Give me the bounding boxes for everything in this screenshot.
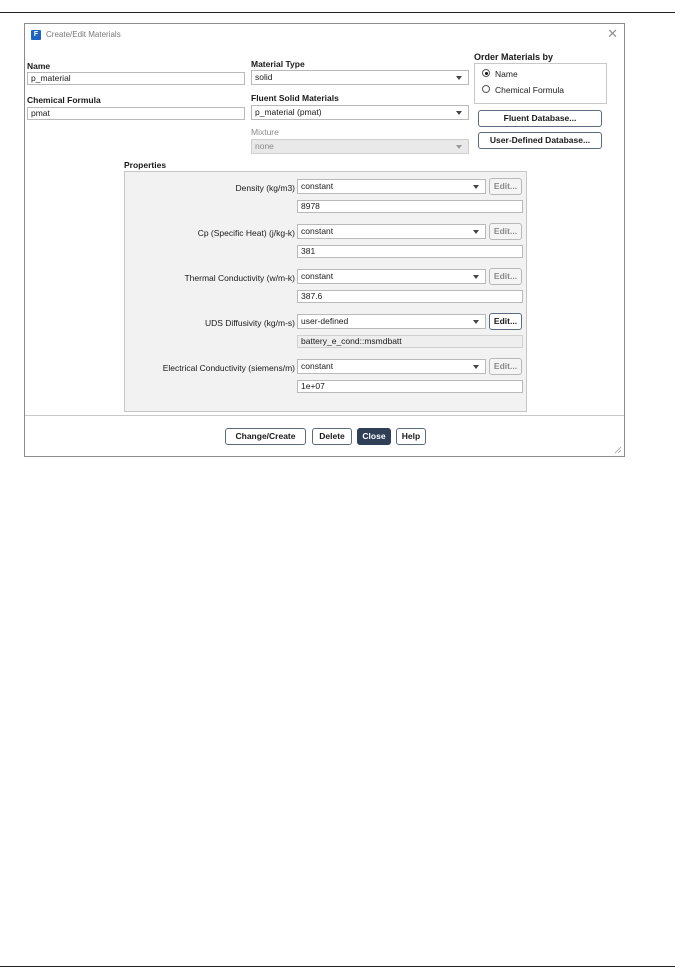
properties-label: Properties	[124, 160, 167, 170]
resize-grip-icon[interactable]	[614, 446, 622, 454]
chemical-formula-field[interactable]: pmat	[27, 107, 245, 120]
close-icon[interactable]: ✕	[607, 26, 618, 41]
fluent-solid-materials-value: p_material (pmat)	[255, 107, 322, 117]
order-by-chemical-formula-label[interactable]: Chemical Formula	[495, 85, 564, 95]
thermal-conductivity-label: Thermal Conductivity (w/m-k)	[184, 273, 295, 283]
close-button[interactable]: Close	[357, 428, 391, 445]
specific-heat-value-field[interactable]: 381	[297, 245, 523, 258]
fluent-icon: F	[31, 30, 41, 40]
order-by-chemical-formula-radio[interactable]	[482, 85, 490, 93]
density-method-dropdown[interactable]	[297, 179, 486, 194]
fluent-solid-materials-label: Fluent Solid Materials	[251, 93, 339, 103]
order-by-name-radio[interactable]	[482, 69, 490, 77]
uds-diffusivity-value-field: battery_e_cond::msmdbatt	[297, 335, 523, 348]
thermal-conductivity-edit-button: Edit...	[489, 268, 522, 285]
name-label: Name	[27, 61, 51, 71]
order-materials-group	[474, 63, 607, 104]
specific-heat-method-value: constant	[301, 226, 334, 236]
chevron-down-icon	[473, 230, 479, 234]
density-edit-button: Edit...	[489, 178, 522, 195]
electrical-conductivity-method-value: constant	[301, 361, 334, 371]
delete-button[interactable]: Delete	[312, 428, 352, 445]
uds-diffusivity-method-value: user-defined	[301, 316, 349, 326]
order-by-name-label[interactable]: Name	[495, 69, 518, 79]
density-label: Density (kg/m3)	[235, 183, 295, 193]
electrical-conductivity-edit-button: Edit...	[489, 358, 522, 375]
chemical-formula-label: Chemical Formula	[27, 95, 101, 105]
chevron-down-icon	[456, 145, 462, 149]
window-title: Create/Edit Materials	[46, 30, 121, 39]
mixture-value: none	[255, 141, 274, 151]
chevron-down-icon	[473, 320, 479, 324]
uds-diffusivity-edit-button[interactable]: Edit...	[489, 313, 522, 330]
material-type-label: Material Type	[251, 59, 305, 69]
thermal-conductivity-value-field[interactable]: 387.6	[297, 290, 523, 303]
chevron-down-icon	[473, 185, 479, 189]
material-type-value: solid	[255, 72, 273, 82]
uds-diffusivity-label: UDS Diffusivity (kg/m-s)	[204, 318, 295, 328]
mixture-dropdown	[251, 139, 469, 154]
material-type-dropdown[interactable]	[251, 70, 469, 85]
fluent-database-button[interactable]: Fluent Database...	[478, 110, 602, 127]
change-create-button[interactable]: Change/Create	[225, 428, 306, 445]
chevron-down-icon	[456, 111, 462, 115]
electrical-conductivity-value-field[interactable]: 1e+07	[297, 380, 523, 393]
user-defined-database-button[interactable]: User-Defined Database...	[478, 132, 602, 149]
electrical-conductivity-label: Electrical Conductivity (siemens/m)	[162, 363, 295, 373]
specific-heat-method-dropdown[interactable]	[297, 224, 486, 239]
footer-divider	[25, 415, 624, 416]
help-button[interactable]: Help	[396, 428, 426, 445]
mixture-label: Mixture	[251, 127, 279, 137]
properties-panel	[124, 171, 527, 412]
specific-heat-edit-button: Edit...	[489, 223, 522, 240]
page-bottom-rule	[0, 966, 675, 967]
density-value-field[interactable]: 8978	[297, 200, 523, 213]
chevron-down-icon	[473, 365, 479, 369]
thermal-conductivity-method-dropdown[interactable]	[297, 269, 486, 284]
page-top-rule	[0, 12, 675, 13]
title-bar	[25, 24, 624, 46]
chevron-down-icon	[473, 275, 479, 279]
thermal-conductivity-method-value: constant	[301, 271, 334, 281]
fluent-solid-materials-dropdown[interactable]	[251, 105, 469, 120]
electrical-conductivity-method-dropdown[interactable]	[297, 359, 486, 374]
specific-heat-label: Cp (Specific Heat) (j/kg-k)	[197, 228, 295, 238]
order-materials-label: Order Materials by	[474, 52, 554, 62]
name-field[interactable]: p_material	[27, 72, 245, 85]
chevron-down-icon	[456, 76, 462, 80]
density-method-value: constant	[301, 181, 334, 191]
create-edit-materials-dialog	[24, 23, 625, 457]
uds-diffusivity-method-dropdown[interactable]	[297, 314, 486, 329]
